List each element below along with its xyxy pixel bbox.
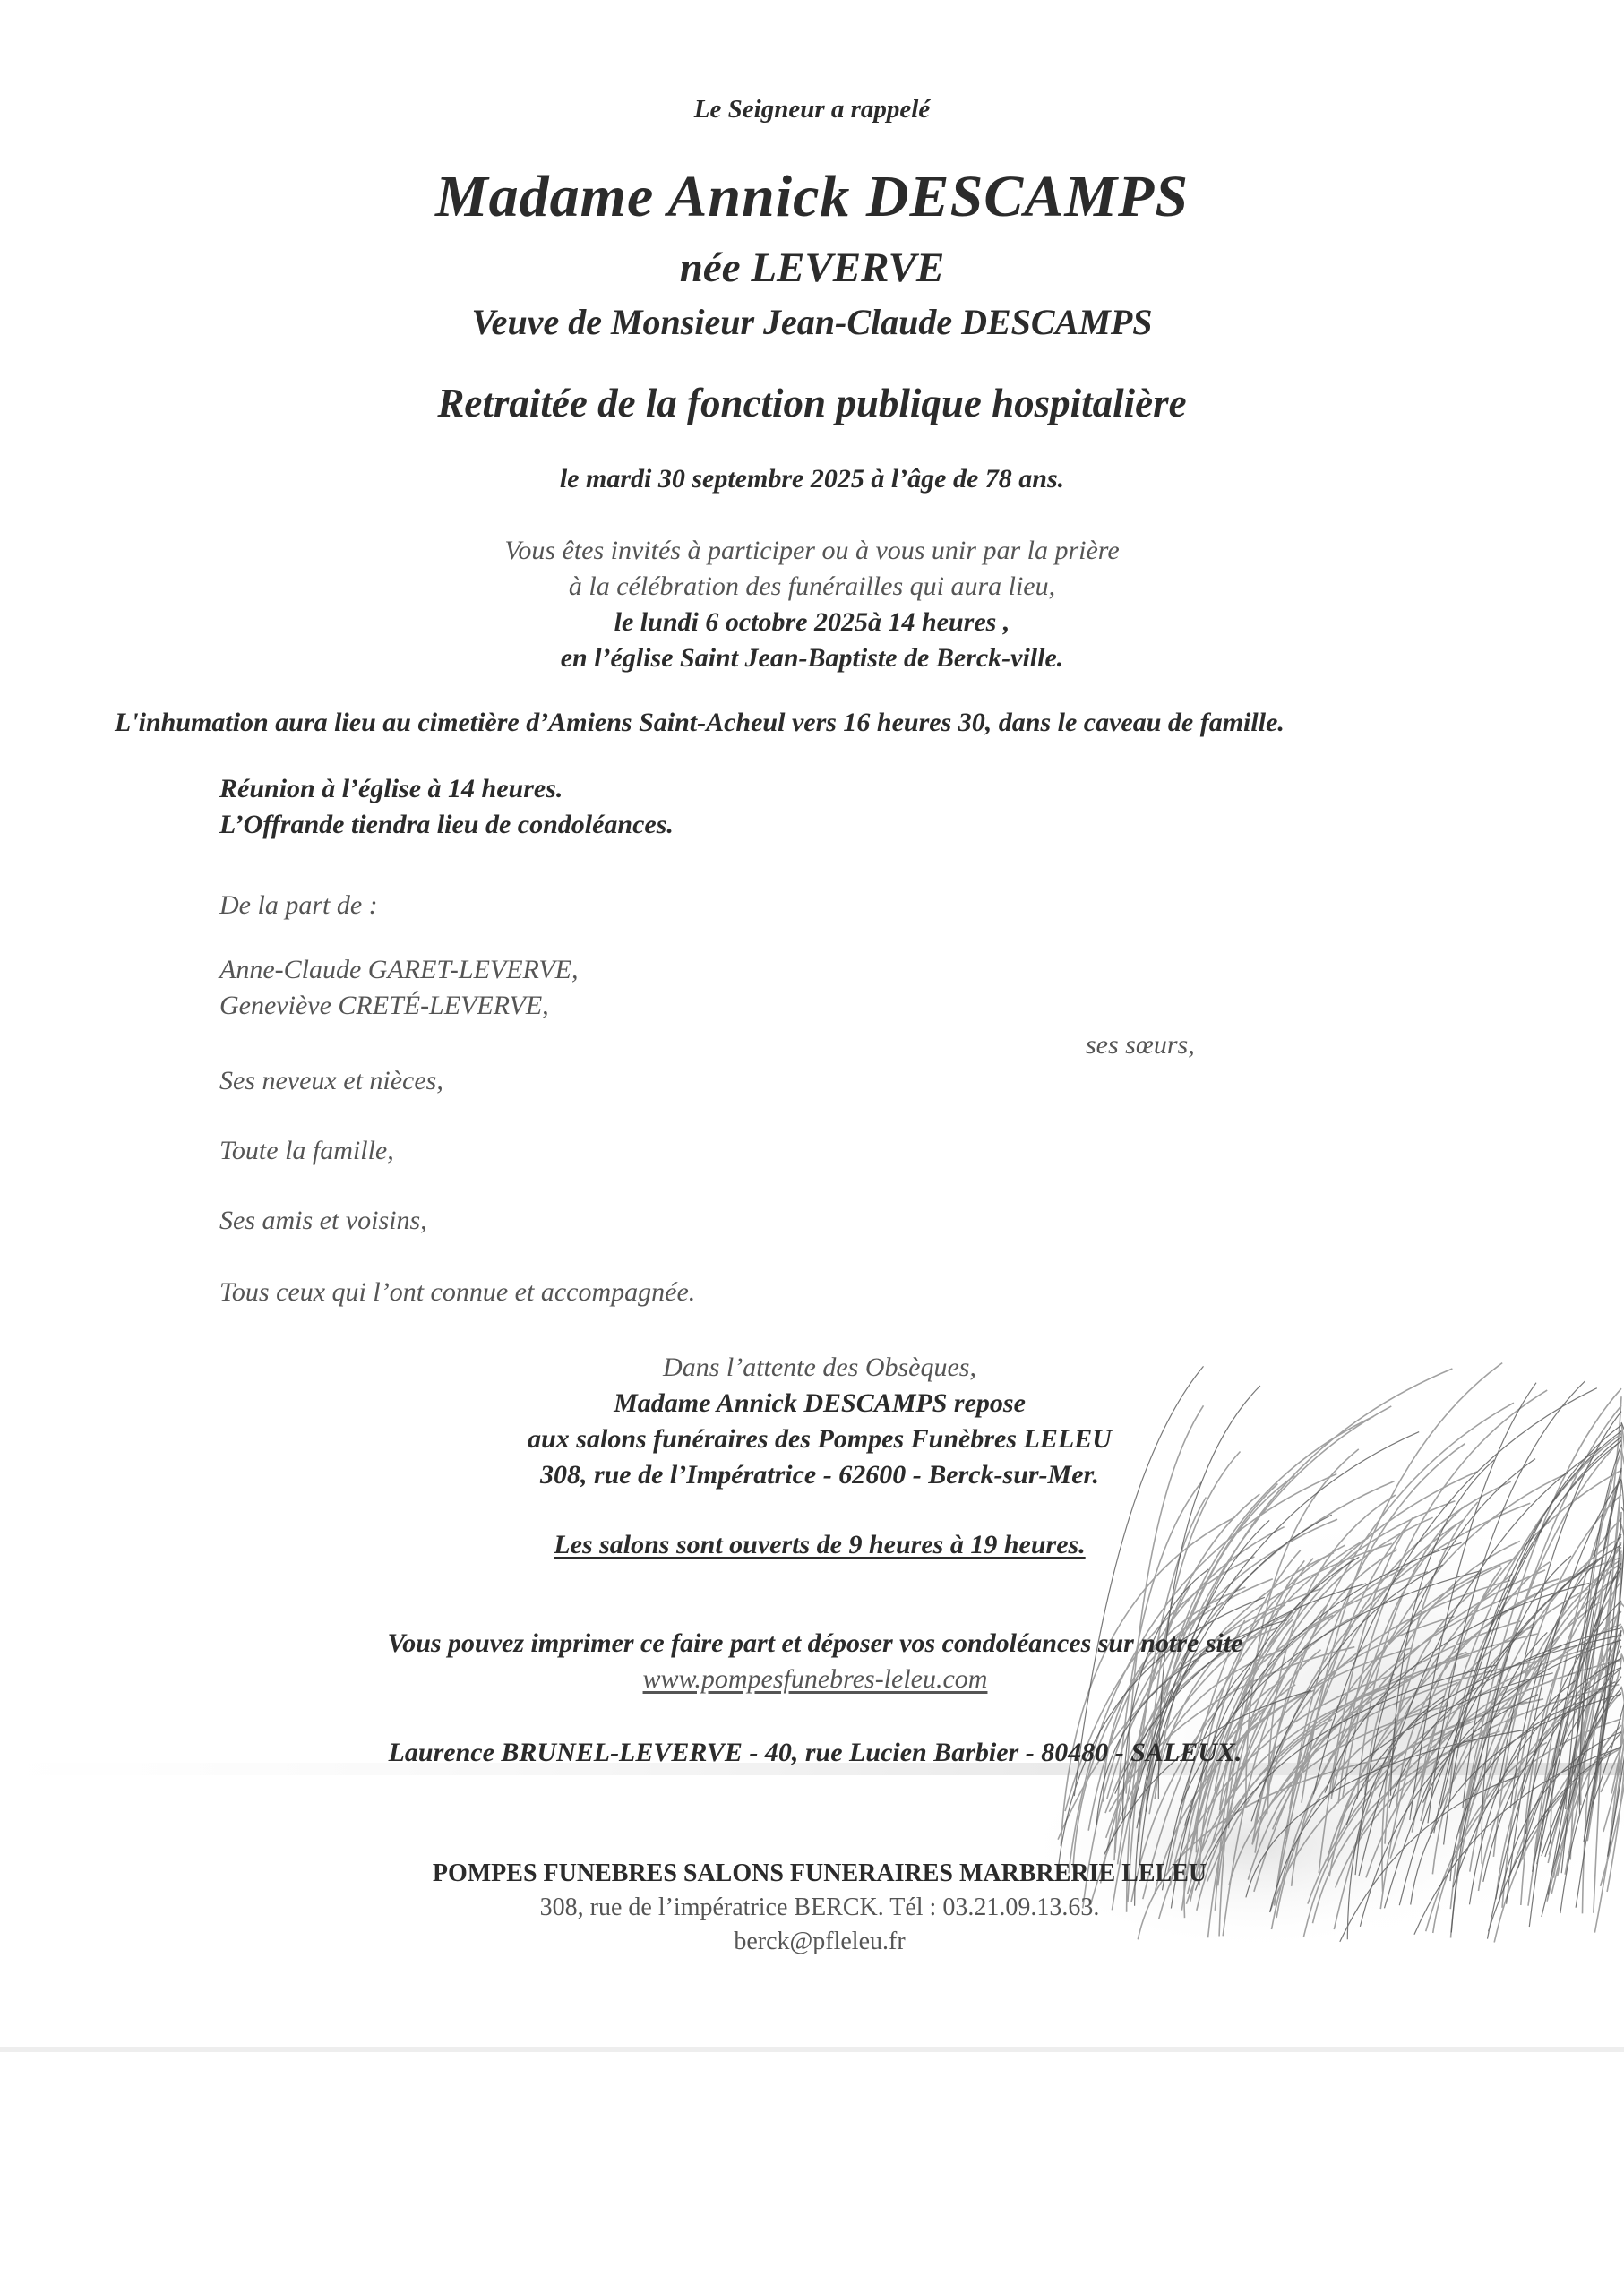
rest-line-4: 308, rue de l’Impératrice - 62600 - Berck-sur-Mer.	[539, 1460, 1100, 1490]
from-label: De la part de :	[219, 890, 378, 920]
all-family-line: Toute la famille,	[219, 1136, 394, 1165]
funeral-date-line: le lundi 6 octobre 2025à 14 heures ,	[614, 607, 1010, 637]
burial-line: L'inhumation aura lieu au cimetière d’Amiens Saint-Acheul vers 16 heures 30, dans le caveau de famille.	[115, 708, 1285, 737]
sisters-label: ses sœurs,	[1086, 1030, 1195, 1060]
invitation-line-1: Vous êtes invités à participer ou à vous unir par la prière	[504, 536, 1120, 565]
widow-of-line: Veuve de Monsieur Jean-Claude DESCAMPS	[471, 302, 1153, 342]
rest-line-2: Madame Annick DESCAMPS repose	[614, 1388, 1026, 1418]
sister-2: Geneviève CRETÉ-LEVERVE,	[219, 991, 549, 1020]
rest-line-1: Dans l’attente des Obsèques,	[663, 1353, 976, 1382]
friends-line: Ses amis et voisins,	[219, 1206, 427, 1235]
meeting-line-2: L’Offrande tiendra lieu de condoléances.	[219, 810, 674, 839]
nephews-line: Ses neveux et nièces,	[219, 1066, 443, 1095]
others-line: Tous ceux qui l’ont connue et accompagnée.	[219, 1277, 696, 1307]
profession-line: Retraitée de la fonction publique hospitalière	[437, 381, 1187, 425]
online-text: Vous pouvez imprimer ce faire part et déposer vos condoléances sur notre site	[387, 1628, 1243, 1658]
deceased-name: Madame Annick DESCAMPS	[434, 164, 1190, 229]
website-link[interactable]: www.pompesfunebres-leleu.com	[642, 1664, 988, 1694]
footer-email[interactable]: berck@pfleleu.fr	[734, 1928, 906, 1955]
footer-company: POMPES FUNEBRES SALONS FUNERAIRES MARBRERIE LELEU	[432, 1859, 1207, 1887]
meeting-line-1: Réunion à l’église à 14 heures.	[219, 774, 563, 803]
sister-1: Anne-Claude GARET-LEVERVE,	[219, 955, 579, 984]
contact-address: Laurence BRUNEL-LEVERVE - 40, rue Lucien Barbier - 80480 - SALEUX.	[388, 1738, 1242, 1767]
footer-address: 308, rue de l’impératrice BERCK. Tél : 03.21.09.13.63.	[539, 1894, 1100, 1921]
church-line: en l’église Saint Jean-Baptiste de Berck-ville.	[560, 643, 1064, 673]
death-date-line: le mardi 30 septembre 2025 à l’âge de 78 ans.	[559, 464, 1065, 494]
salon-hours: Les salons sont ouverts de 9 heures à 19 heures.	[554, 1530, 1086, 1559]
rest-line-3: aux salons funéraires des Pompes Funèbres LELEU	[528, 1424, 1112, 1454]
maiden-name: née LEVERVE	[679, 245, 945, 291]
intro-line: Le Seigneur a rappelé	[693, 95, 931, 124]
invitation-line-2: à la célébration des funérailles qui aura lieu,	[568, 571, 1056, 601]
